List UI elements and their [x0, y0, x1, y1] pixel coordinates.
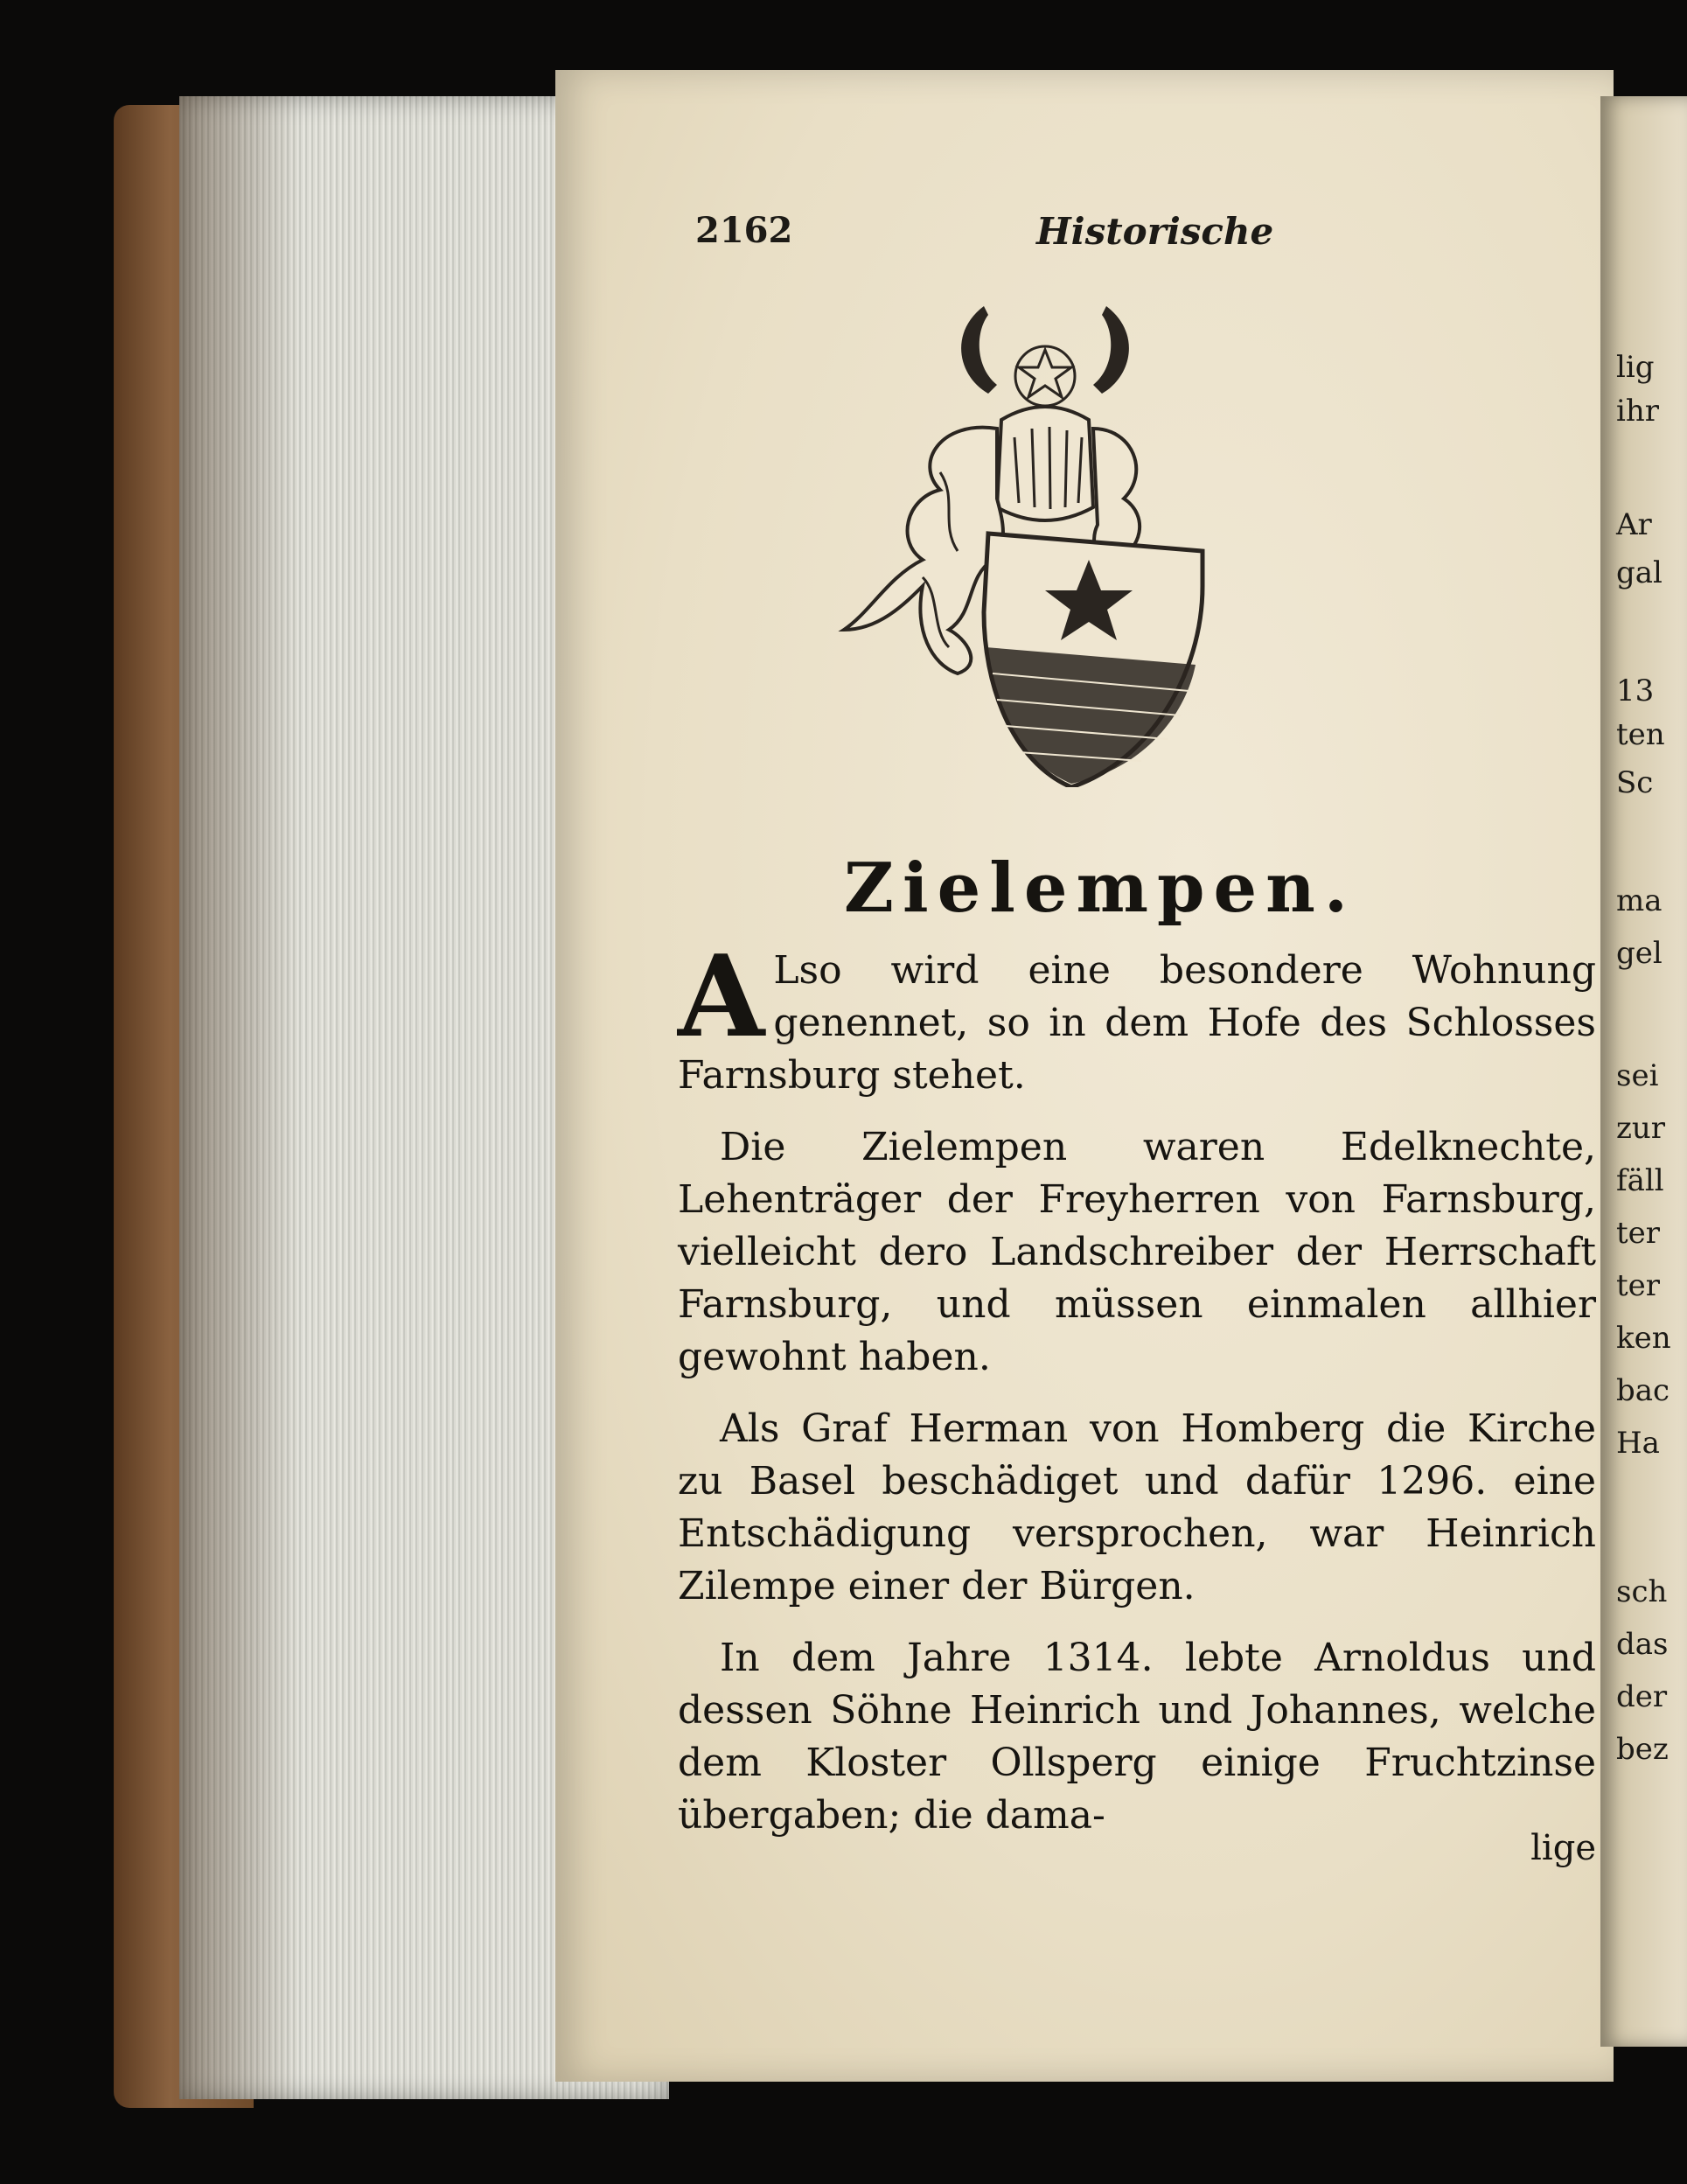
- page-number: 2162: [695, 210, 793, 251]
- text-fragment: 13: [1616, 673, 1655, 708]
- text-fragment: ter: [1616, 1268, 1661, 1303]
- paragraph: [678, 932, 1596, 1102]
- text-fragment: fäll: [1616, 1163, 1664, 1198]
- text-fragment: sch: [1616, 1574, 1668, 1609]
- facing-page-edge: [1600, 96, 1687, 2047]
- text-fragment: Ar: [1616, 507, 1652, 542]
- paragraph-text: Lso wird eine besondere Wohnung genennet, so in dem Hofe des Schlosses Farnsburg stehet.: [678, 948, 1596, 1098]
- text-fragment: das: [1616, 1627, 1669, 1662]
- paragraph: Die Zielempen waren Edelknechte, Lehenträger der Freyherren von Farnsburg, vielleicht dero Landschreiber der Herrschaft Farnsburg, und müssen einmalen allhier gewohnt haben.: [678, 1125, 1596, 1379]
- catchword: lige: [1530, 1828, 1596, 1868]
- book-page: [555, 70, 1614, 2082]
- text-fragment: sei: [1616, 1058, 1659, 1093]
- drop-cap: A: [678, 932, 765, 1063]
- text-fragment: der: [1616, 1679, 1668, 1714]
- text-fragment: ten: [1616, 717, 1665, 752]
- paragraph: Als Graf Herman von Homberg die Kirche zu Basel beschädiget und dafür 1296. eine Entschädigung versprochen, war Heinrich Zilempe einer der Bürgen.: [678, 1406, 1596, 1608]
- text-fragment: Ha: [1616, 1426, 1660, 1461]
- body-text: [678, 932, 1596, 1861]
- paragraph: In dem Jahre 1314. lebte Arnoldus und dessen Söhne Heinrich und Johannes, welche dem Kloster Ollsperg einige Fruchtzinse übergaben; die dama-: [678, 1636, 1596, 1838]
- open-book: [114, 96, 1687, 2184]
- running-head: Historische: [1036, 210, 1274, 253]
- text-fragment: ihr: [1616, 394, 1660, 429]
- text-fragment: Sc: [1616, 765, 1654, 800]
- text-fragment: ken: [1616, 1321, 1671, 1356]
- text-fragment: ter: [1616, 1216, 1661, 1251]
- text-fragment: lig: [1616, 350, 1655, 385]
- page-header: [695, 210, 1482, 271]
- text-fragment: gel: [1616, 936, 1663, 971]
- text-fragment: zur: [1616, 1111, 1666, 1146]
- text-fragment: bac: [1616, 1373, 1670, 1408]
- text-fragment: gal: [1616, 555, 1663, 590]
- text-fragment: bez: [1616, 1732, 1669, 1767]
- text-fragment: ma: [1616, 883, 1663, 918]
- section-title: Zielempen.: [844, 848, 1357, 928]
- coat-of-arms-icon: [835, 297, 1246, 787]
